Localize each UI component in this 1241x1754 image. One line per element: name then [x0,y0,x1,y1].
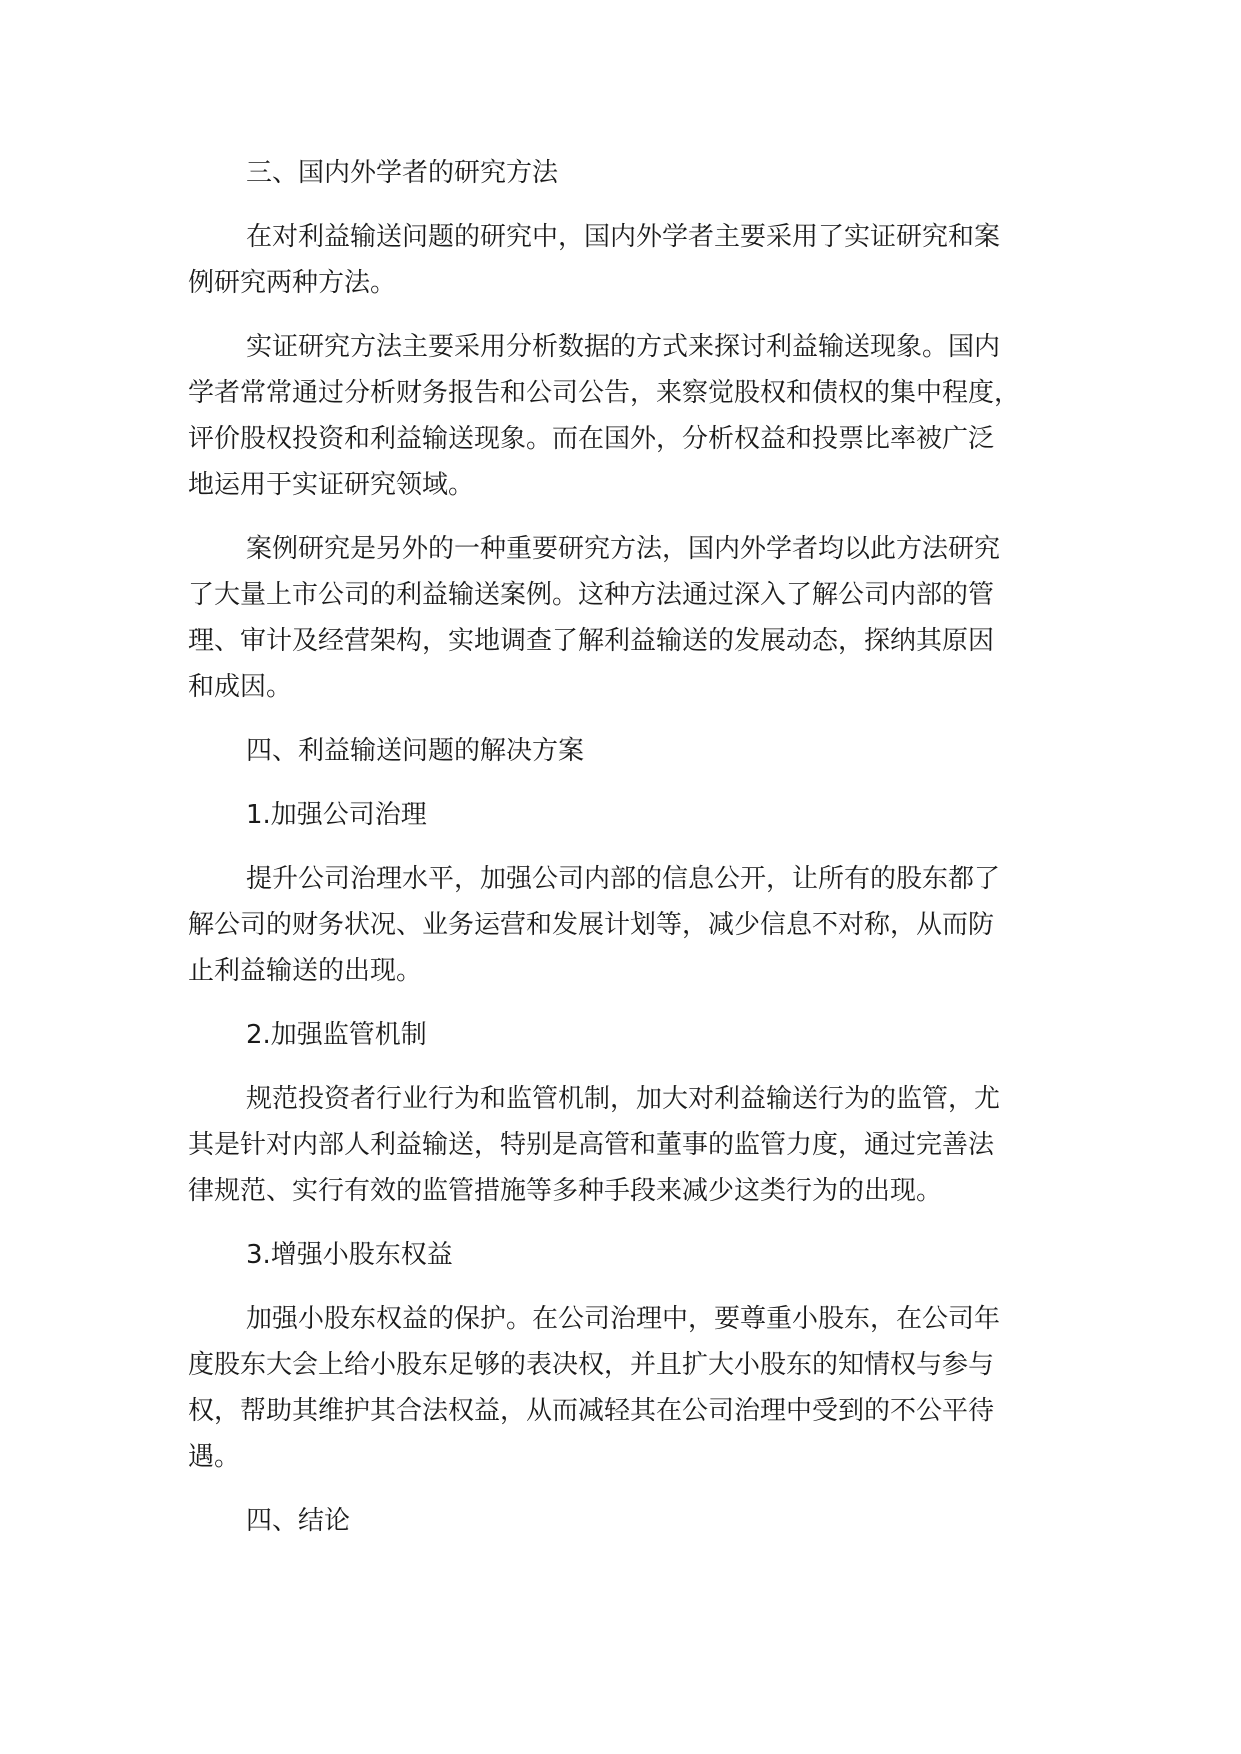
paragraph-line: 实证研究方法主要采用分析数据的方式来探讨利益输送现象。国内 [246,332,1001,362]
paragraph-line: 理、审计及经营架构，实地调查了解利益输送的发展动态，探纳其原因 [188,626,995,656]
paragraph-line: 解公司的财务状况、业务运营和发展计划等，减少信息不对称，从而防 [188,910,995,940]
paragraph-line: 规范投资者行业行为和监管机制，加大对利益输送行为的监管，尤 [246,1084,1001,1114]
paragraph-line: 评价股权投资和利益输送现象。而在国外，分析权益和投票比率被广泛 [188,424,995,454]
paragraph-minority-shareholders [188,1296,1068,1480]
subheading-corporate-governance: 1.加强公司治理 [246,800,427,830]
section-heading-conclusion: 四、结论 [246,1506,351,1536]
paragraph-line: 律规范、实行有效的监管措施等多种手段来减少这类行为的出现。 [188,1176,943,1206]
paragraph-line: 和成因。 [188,672,293,702]
subheading-minority-shareholders: 3.增强小股东权益 [246,1240,453,1270]
paragraph-line: 提升公司治理水平，加强公司内部的信息公开，让所有的股东都了 [246,864,1001,894]
paragraph-supervision [188,1076,1068,1214]
paragraph-empirical-research [188,324,1068,508]
paragraph-line: 案例研究是另外的一种重要研究方法，国内外学者均以此方法研究 [246,534,1001,564]
paragraph-line: 加强小股东权益的保护。在公司治理中，要尊重小股东，在公司年 [246,1304,1001,1334]
paragraph-line: 权，帮助其维护其合法权益，从而减轻其在公司治理中受到的不公平待 [188,1396,995,1426]
paragraph-line: 其是针对内部人利益输送，特别是高管和董事的监管力度，通过完善法 [188,1130,995,1160]
paragraph-corporate-governance [188,856,1068,994]
paragraph-line: 了大量上市公司的利益输送案例。这种方法通过深入了解公司内部的管 [188,580,995,610]
paragraph-line: 止利益输送的出现。 [188,956,423,986]
paragraph-line: 在对利益输送问题的研究中，国内外学者主要采用了实证研究和案 [246,222,1001,252]
section-heading-methods: 三、国内外学者的研究方法 [246,158,559,188]
subheading-supervision: 2.加强监管机制 [246,1020,427,1050]
paragraph-methods-intro [188,214,1068,306]
section-heading-solutions: 四、利益输送问题的解决方案 [246,736,585,766]
paragraph-line: 遇。 [188,1442,241,1472]
paragraph-case-research [188,526,1068,710]
document-page [188,150,1068,1562]
paragraph-line: 学者常常通过分析财务报告和公司公告，来察觉股权和债权的集中程度， [188,378,1021,408]
paragraph-line: 例研究两种方法。 [188,268,397,298]
paragraph-line: 度股东大会上给小股东足够的表决权，并且扩大小股东的知情权与参与 [188,1350,995,1380]
paragraph-line: 地运用于实证研究领域。 [188,470,475,500]
